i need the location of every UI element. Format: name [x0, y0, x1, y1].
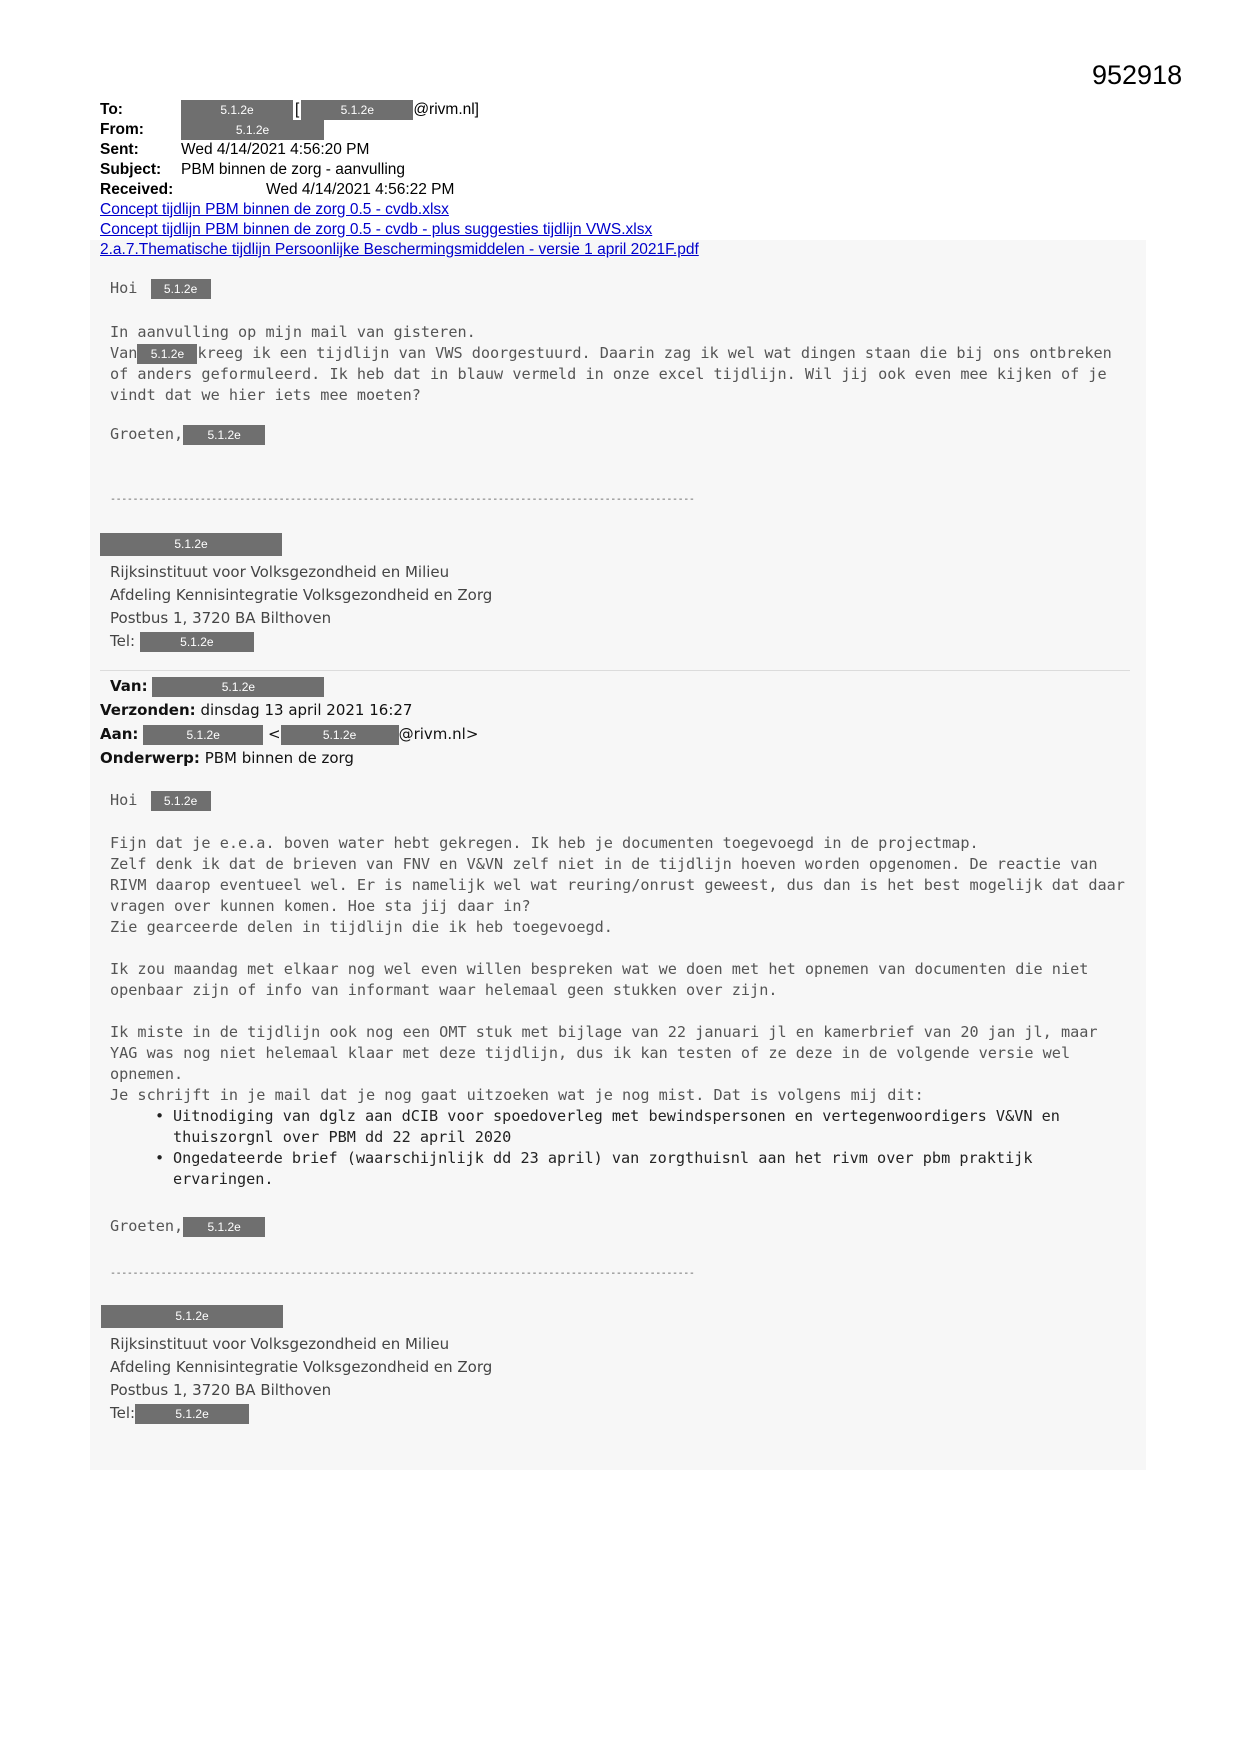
signature-block [110, 1333, 492, 1425]
to-domain: @rivm.nl] [413, 101, 479, 119]
mail1-line1: In aanvulling op mijn mail van gisteren. [110, 323, 476, 341]
mail2-paragraph-4: Je schrijft in je mail dat je nog gaat uitzoeken wat je nog mist. Dat is volgens mij dit: • Uitnodiging van dglz aan dCIB voor spoedoverleg met bewindspersonen en vertegenwoordigers V&VN en thuiszorgnl over PBM dd 22 april 2020 • Ongedateerde brief (waarschijnlijk dd 23 april) van zorgthuisnl aan het rivm over pbm praktijk ervaringen. [110, 1085, 1130, 1190]
list-item: • Uitnodiging van dglz aan dCIB voor spoedoverleg met bewindspersonen en vertegenwoordigers V&VN en thuiszorgnl over PBM dd 22 april 2020 [155, 1106, 1130, 1148]
signature-dept: Afdeling Kennisintegratie Volksgezondheid en Zorg [110, 586, 493, 604]
redaction-box: 5.1.2e [183, 1217, 265, 1237]
redaction-box: 5.1.2e [181, 120, 324, 140]
redaction-box: 5.1.2e [281, 725, 399, 745]
mail2-paragraph-2: Ik zou maandag met elkaar nog wel even willen bespreken wat we doen met het opnemen van documenten die niet openbaar zijn of info van informant waar helemaal geen stukken over zijn. [110, 960, 1089, 999]
from-label: From: [100, 121, 144, 138]
received-label: Received: [100, 181, 174, 198]
redaction-box: 5.1.2e [101, 1305, 283, 1328]
mail1-closing: Groeten, 5.1.2e [110, 424, 1130, 445]
mail1-greeting: Hoi 5.1.2e [110, 278, 1130, 299]
attachment-link-xlsx-1[interactable]: Concept tijdlijn PBM binnen de zorg 0.5 - cvdb.xlsx [100, 201, 449, 218]
signature-tel: Tel: 5.1.2e [110, 1402, 492, 1425]
mail2-paragraph-1: Fijn dat je e.e.a. boven water hebt gekregen. Ik heb je documenten toegevoegd in de projectmap. Zelf denk ik dat de brieven van FNV en V&VN zelf niet in de tijdlijn hoeven worden opgenomen. De reactie van RIVM daarop eventueel wel. Er is namelijk wel wat reuring/onrust geweest, dus dan is het best mogelijk dat daar vragen over kunnen komen. Hoe sta jij daar in? Zie gearceerde delen in tijdlijn die ik heb toegevoegd. [110, 834, 1125, 936]
attachment-link-pdf[interactable]: 2.a.7.Thematische tijdlijn Persoonlijke Beschermingsmiddelen - versie 1 april 2021F.pdf [100, 241, 699, 258]
redaction-box: 5.1.2e [143, 725, 263, 745]
attachment-link-xlsx-2[interactable]: Concept tijdlijn PBM binnen de zorg 0.5 - cvdb - plus suggesties tijdlijn VWS.xlsx [100, 221, 653, 238]
subject-value: PBM binnen de zorg - aanvulling [181, 161, 406, 178]
redaction-box: 5.1.2e [137, 344, 197, 364]
separator-dashes: -------------------------------------------------------------------------------------------------------- [110, 494, 695, 505]
redaction-box: 5.1.2e [135, 1404, 249, 1424]
mail2-paragraph-3: Ik miste in de tijdlijn ook nog een OMT stuk met bijlage van 22 januari jl en kamerbrief van 20 jan jl, maar YAG was nog niet helemaal klaar met deze tijdlijn, dus ik kan testen of ze deze in de volgende versie wel opnemen. [110, 1023, 1098, 1083]
redaction-box: 5.1.2e [100, 533, 282, 556]
redaction-box: 5.1.2e [301, 100, 413, 120]
redaction-box: 5.1.2e [151, 791, 211, 811]
mail2-greeting: Hoi 5.1.2e [110, 790, 1130, 811]
redaction-box: 5.1.2e [152, 677, 324, 697]
redaction-box: 5.1.2e [151, 279, 211, 299]
redaction-box: 5.1.2e [140, 632, 254, 652]
signature-block [110, 561, 492, 653]
to-label: To: [100, 101, 123, 118]
signature-dept: Afdeling Kennisintegratie Volksgezondheid en Zorg [110, 1358, 493, 1376]
divider [100, 670, 1130, 671]
signature-address: Postbus 1, 3720 BA Bilthoven [110, 609, 332, 627]
redaction-box: 5.1.2e [181, 100, 293, 120]
onderwerp-value: PBM binnen de zorg [204, 749, 354, 767]
separator-dashes: -------------------------------------------------------------------------------------------------------- [110, 1268, 695, 1279]
forward-header: Van: 5.1.2e Verzonden: dinsdag 13 april 2021 16:27 Aan: 5.1.2e < 5.1.2e @rivm.nl> Onderwerp: PBM binnen de zorg [100, 677, 479, 767]
mail2-closing: Groeten, 5.1.2e [110, 1216, 1130, 1237]
sent-label: Sent: [100, 141, 139, 158]
document-id: 952918 [1092, 60, 1183, 90]
mail1-paragraph: Van 5.1.2e kreeg ik een tijdlijn van VWS doorgestuurd. Daarin zag ik wel wat dingen staan die bij ons ontbreken of anders geformuleerd. Ik heb dat in blauw vermeld in onze excel tijdlijn. Wil jij ook even mee kijken of je vindt dat we hier iets mee moeten? [110, 344, 1112, 404]
signature-address: Postbus 1, 3720 BA Bilthoven [110, 1381, 332, 1399]
received-value: Wed 4/14/2021 4:56:22 PM [266, 181, 455, 198]
signature-org: Rijksinstituut voor Volksgezondheid en Milieu [110, 563, 450, 581]
mail1-body [110, 322, 1130, 406]
verzonden-value: dinsdag 13 april 2021 16:27 [200, 701, 413, 719]
signature-tel: Tel: 5.1.2e [110, 630, 492, 653]
attachment-list [100, 200, 699, 260]
missing-items-list [110, 1106, 1130, 1190]
redaction-box: 5.1.2e [183, 425, 265, 445]
sent-value: Wed 4/14/2021 4:56:20 PM [181, 141, 370, 158]
signature-org: Rijksinstituut voor Volksgezondheid en Milieu [110, 1335, 450, 1353]
subject-label: Subject: [100, 161, 162, 178]
list-item: • Ongedateerde brief (waarschijnlijk dd 23 april) van zorgthuisnl aan het rivm over pbm praktijk ervaringen. [155, 1148, 1130, 1190]
